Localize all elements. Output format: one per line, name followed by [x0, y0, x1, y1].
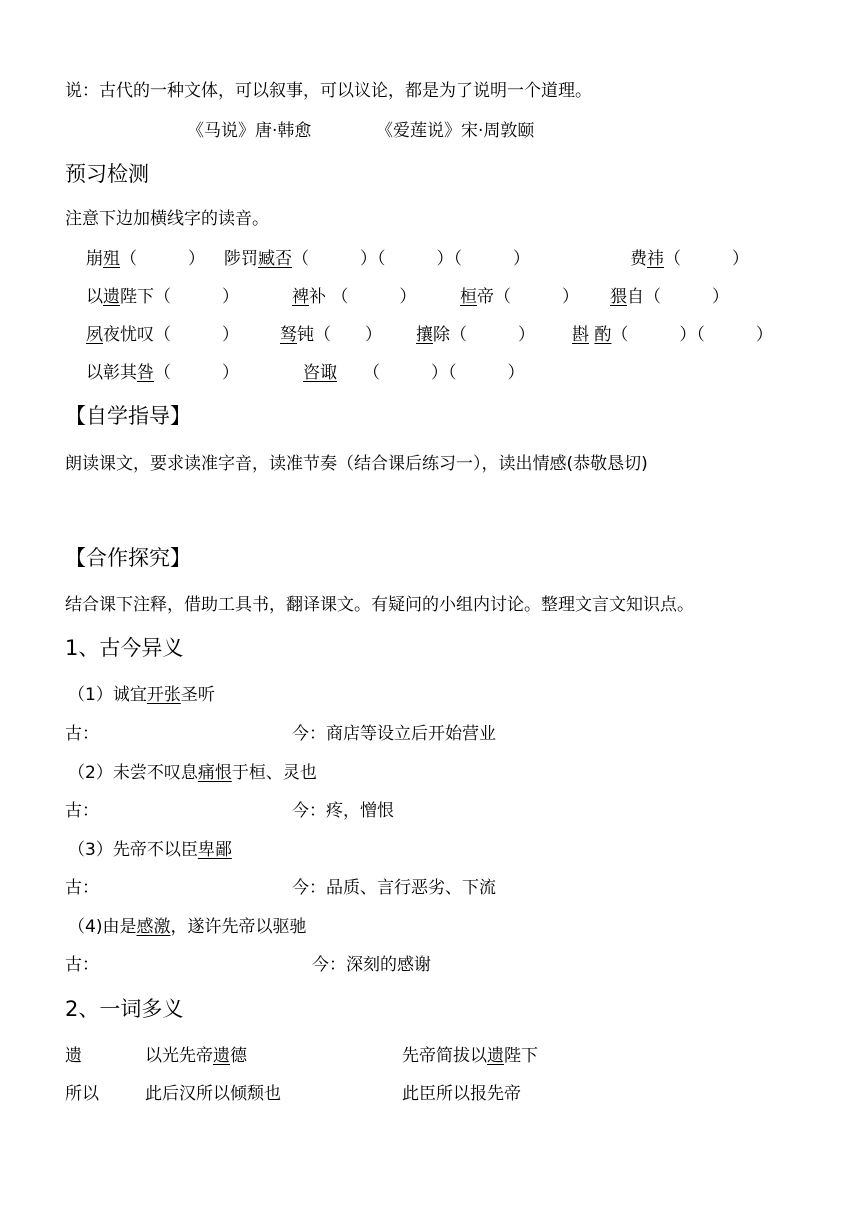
gujin-item-3	[68, 835, 232, 860]
cooperate-text: 结合课下注释，借助工具书，翻译课文。有疑问的小组内讨论。整理文言文知识点。	[65, 595, 694, 615]
blank: 除（ ）	[433, 325, 535, 345]
text: ，遂许先帝以驱驰	[170, 917, 307, 937]
pron-item-zhenzhuo	[572, 320, 773, 345]
text: （3）先帝不以臣	[68, 840, 198, 860]
blank: 补 （ ）	[309, 287, 417, 307]
blank: （ ）（ ）（ ）	[292, 249, 530, 269]
text: 陟罚	[224, 249, 258, 269]
text: 费	[630, 249, 647, 269]
intro-line: 说：古代的一种文体，可以叙事，可以议论，都是为了说明一个道理。	[65, 81, 592, 101]
underlined-char: 遗	[213, 1046, 230, 1066]
blank: 夜忧叹（ ）	[103, 325, 239, 345]
pron-item-feiyi	[630, 244, 749, 269]
blank: 自（ ）	[627, 287, 729, 307]
gujin-item-2	[68, 758, 317, 783]
text: （4)由是	[68, 917, 137, 937]
underlined-char: 咎	[137, 363, 154, 383]
gujin-jin-3: 今：品质、言行恶劣、下流	[292, 878, 496, 898]
polysemy-word-2: 所以	[65, 1084, 99, 1104]
polysemy-example-2a: 此后汉所以倾颓也	[145, 1084, 281, 1104]
text: 陛下	[504, 1046, 538, 1066]
underlined-char: 祎	[647, 249, 664, 269]
pron-item-yiwei	[86, 282, 239, 307]
preview-heading: 预习检测	[65, 162, 149, 186]
underlined-char: 斟	[572, 325, 589, 345]
gujin-gu-1: 古：	[65, 724, 99, 744]
cooperate-heading: 【合作探究】	[65, 546, 191, 570]
gujin-jin-2: 今：疼，憎恨	[292, 801, 394, 821]
text: （2）未尝不叹息	[68, 763, 198, 783]
blank: 帝（ ）	[477, 287, 579, 307]
underlined-char: 夙	[86, 325, 103, 345]
intro-ref-ai-lian-shuo: 《爱莲说》宋·周敦颐	[376, 121, 535, 141]
underlined-char: 遗	[103, 287, 120, 307]
polysemy-example-1a	[145, 1041, 247, 1066]
underlined-char: 殂	[103, 249, 120, 269]
gujin-jin-4: 今：深刻的感谢	[312, 955, 431, 975]
gujin-gu-3: 古：	[65, 878, 99, 898]
text: 先帝简拔以	[402, 1046, 487, 1066]
text: 圣听	[180, 685, 215, 705]
text: 以光先帝	[145, 1046, 213, 1066]
intro-ref-ma-shuo: 《马说》唐·韩愈	[187, 121, 312, 141]
pron-item-jiu	[86, 358, 239, 383]
pron-item-bibu	[292, 282, 416, 307]
blank: （ ）	[154, 363, 239, 383]
pron-item-nudun	[280, 320, 382, 345]
blank: （ ）	[664, 249, 749, 269]
gujin-item-1	[68, 680, 215, 705]
underlined-char: 驽	[280, 325, 297, 345]
underlined-word: 卑鄙	[197, 840, 232, 860]
text: 崩	[86, 249, 103, 269]
pron-item-suye	[86, 320, 239, 345]
text: 以	[86, 287, 103, 307]
preview-instruction: 注意下边加横线字的读音。	[65, 209, 269, 229]
text: 德	[230, 1046, 247, 1066]
blank: 钝（ ）	[297, 325, 382, 345]
blank: （ ）	[120, 249, 205, 269]
underlined-char: 酌	[594, 325, 612, 345]
pron-item-rangchu	[416, 320, 535, 345]
gujin-item-4	[68, 912, 306, 937]
pron-item-bengcu	[86, 244, 205, 269]
polysemy-example-2b: 此臣所以报先帝	[402, 1084, 521, 1104]
blank: （ ）（ ）	[611, 325, 773, 345]
pron-item-zangpi	[224, 244, 530, 269]
underlined-word: 感激	[136, 917, 171, 937]
gujin-gu-4: 古：	[65, 955, 99, 975]
gujin-gu-2: 古：	[65, 801, 99, 821]
self-study-heading: 【自学指导】	[65, 404, 191, 428]
text: （1）诚宜	[68, 685, 147, 705]
underlined-char: 裨	[292, 287, 309, 307]
polysemy-example-1b	[402, 1041, 538, 1066]
pron-item-zizou	[303, 358, 525, 383]
underlined-char: 桓	[460, 287, 477, 307]
underlined-char: 攘	[416, 325, 433, 345]
blank: 陛下（ ）	[120, 287, 239, 307]
underlined-char: 咨诹	[303, 363, 337, 383]
underlined-word: 开张	[146, 685, 181, 705]
underlined-char: 臧否	[258, 249, 292, 269]
pron-item-huandi	[460, 282, 579, 307]
underlined-char: 遗	[487, 1046, 504, 1066]
pron-item-weizi	[610, 282, 729, 307]
underlined-char: 猥	[610, 287, 627, 307]
section-ancient-modern-heading: 1、古今异义	[65, 636, 184, 660]
gujin-jin-1: 今：商店等设立后开始营业	[292, 724, 496, 744]
underlined-word: 痛恨	[197, 763, 232, 783]
polysemy-word-1: 遗	[65, 1046, 82, 1066]
text: 于桓、灵也	[231, 763, 317, 783]
section-polysemy-heading: 2、一词多义	[65, 997, 184, 1021]
blank: （ ）（ ）	[363, 363, 525, 383]
text: 以彰其	[86, 363, 137, 383]
self-study-text: 朗读课文，要求读准字音，读准节奏（结合课后练习一），读出情感(恭敬恳切)	[65, 454, 648, 474]
